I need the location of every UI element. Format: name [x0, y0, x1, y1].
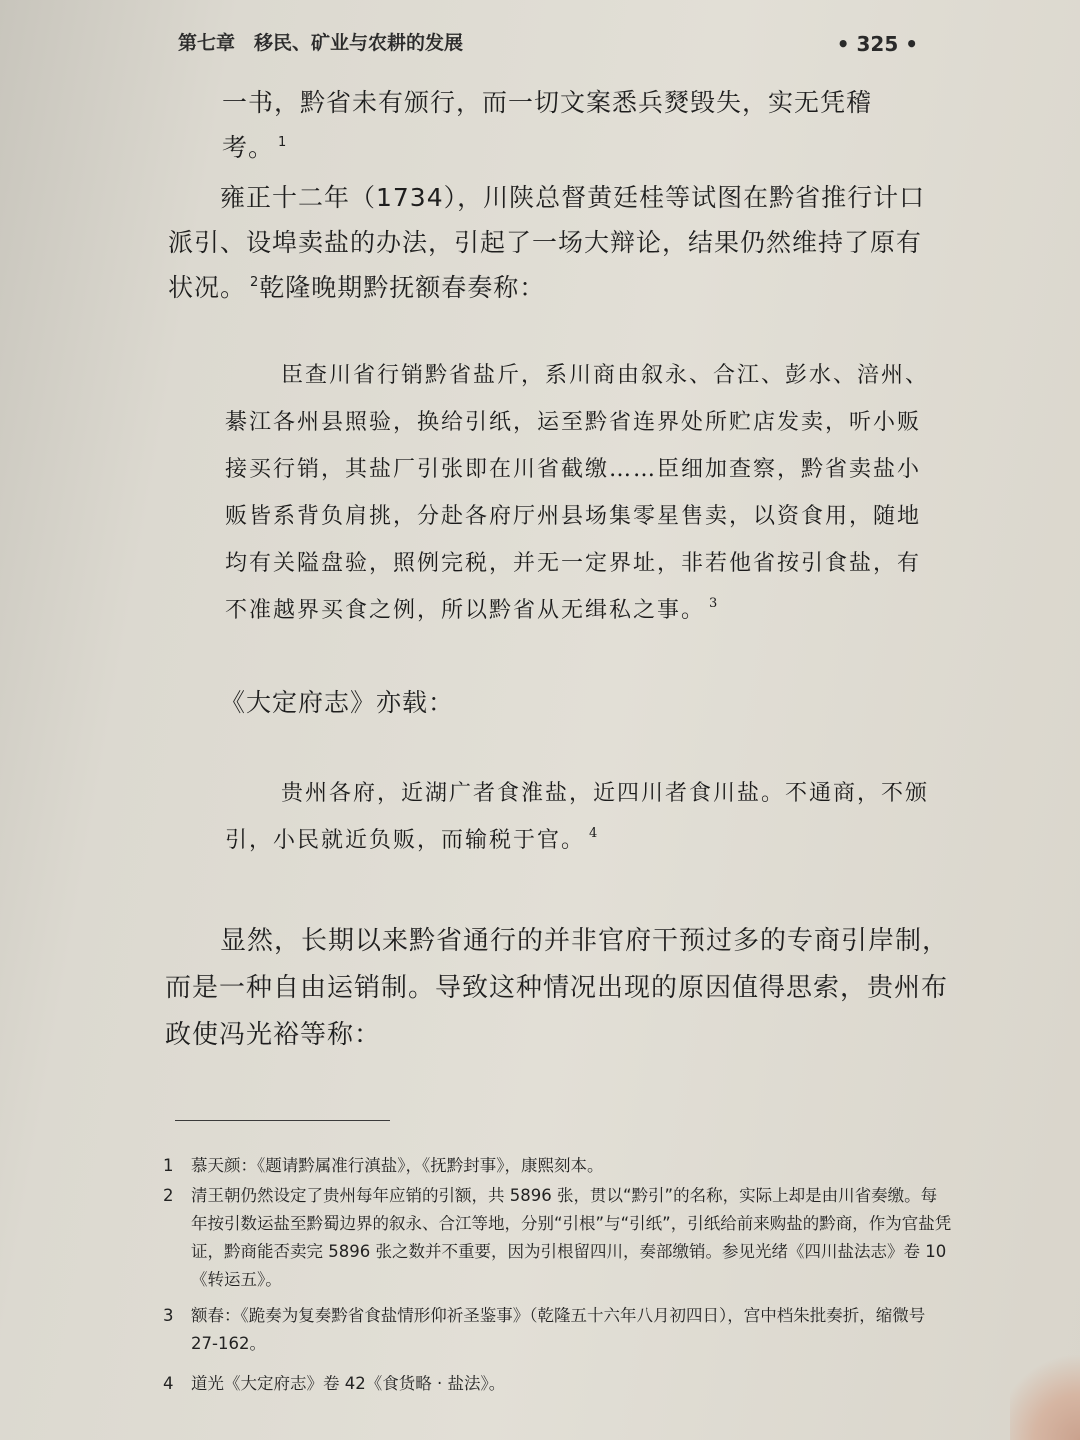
- footnote-4: [163, 1370, 953, 1398]
- footnote-divider: [175, 1120, 390, 1121]
- paragraph-1: [222, 80, 922, 170]
- block-quote-1: [225, 352, 935, 634]
- paragraph-3: 《大定府志》亦载：: [220, 688, 455, 717]
- footnote-text: 清王朝仍然设定了贵州每年应销的引额，共 5896 张，贯以“黔引”的名称，实际上却是由川省奏缴。每年按引数运盐至黔蜀边界的叙永、合江等地，分别“引根”与“引纸”，引纸给前来购盐的黔商，作为官盐凭证，黔商能否卖完 5896 张之数并不重要，因为引根留四川，奏部缴销。参见光绪《四川盐法志》卷 10《转运五》。: [191, 1186, 952, 1289]
- paragraph-4: 显然，长期以来黔省通行的并非官府干预过多的专商引岸制，而是一种自由运销制。导致这种情况出现的原因值得思索，贵州布政使冯光裕等称：: [165, 926, 950, 1050]
- footnote-number: 3: [163, 1306, 174, 1325]
- chapter-title: 第七章 移民、矿业与农耕的发展: [178, 32, 464, 54]
- footnote-ref-2: 2: [250, 275, 260, 290]
- footnote-ref-3: 3: [709, 596, 720, 611]
- footnote-ref-1: 1: [278, 135, 288, 150]
- finger-shadow: [1010, 1350, 1080, 1440]
- running-header: [178, 24, 918, 60]
- block-quote-2-text: 贵州各府，近湖广者食淮盐，近四川者食川盐。不通商，不颁引，小民就近负贩，而输税于官。: [225, 781, 930, 853]
- footnote-text: 道光《大定府志》卷 42《食货略 · 盐法》。: [191, 1374, 506, 1393]
- footnote-1: [163, 1152, 953, 1180]
- paragraph-1-text: 一书，黔省未有颁行，而一切文案悉兵燹毁失，实无凭稽考。: [222, 88, 873, 162]
- paragraph-2: [168, 175, 928, 310]
- paragraph-2-text: 雍正十二年（1734），川陕总督黄廷桂等试图在黔省推行计口派引、设埠卖盐的办法，引起了一场大辩论，结果仍然维持了原有状况。: [168, 183, 926, 302]
- footnote-text: 慕天颜：《题请黔属准行滇盐》，《抚黔封事》，康熙刻本。: [191, 1156, 604, 1175]
- page-number: • 325 •: [836, 32, 918, 56]
- footnote-3: [163, 1302, 953, 1358]
- block-quote-1-text: 臣查川省行销黔省盐斤，系川商由叙永、合江、彭水、涪州、綦江各州县照验，换给引纸，运至黔省连界处所贮店发卖，听小贩接买行销，其盐厂引张即在川省截缴……臣细加查察，黔省卖盐小贩皆系背负肩挑，分赴各府厅州县场集零星售卖，以资食用，随地均有关隘盘验，照例完税，并无一定界址，非若他省按引食盐，有不准越界买食之例，所以黔省从无缉私之事。: [225, 363, 930, 623]
- block-quote-2: [225, 770, 945, 864]
- footnote-number: 1: [163, 1156, 174, 1175]
- footnote-number: 2: [163, 1186, 174, 1205]
- footnote-number: 4: [163, 1374, 174, 1393]
- footnote-2: [163, 1182, 953, 1294]
- footnote-ref-4: 4: [589, 826, 600, 841]
- paragraph-2-tail: 乾隆晚期黔抚额春奏称：: [259, 273, 546, 302]
- footnote-text: 额春：《跪奏为复奏黔省食盐情形仰祈圣鉴事》（乾隆五十六年八月初四日），宫中档朱批奏折，缩微号 27-162。: [191, 1306, 926, 1353]
